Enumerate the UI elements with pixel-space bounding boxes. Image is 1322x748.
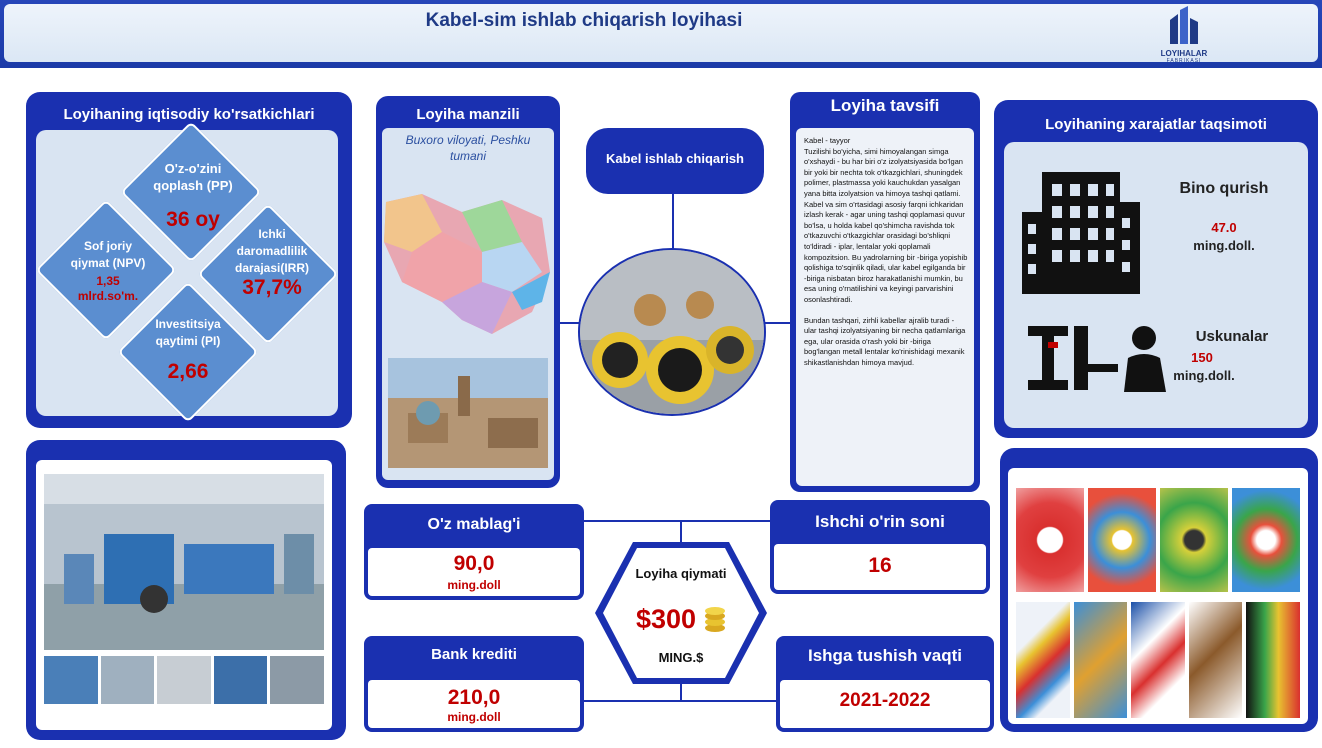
header-panel [4,4,1318,62]
equipment-value: 150 [1191,350,1213,365]
paragraph-spacer [804,306,968,316]
connector-line [680,684,682,702]
jobs-body [774,544,986,590]
factory-photo-frame [36,460,332,730]
bank-credit-label: Bank krediti [431,646,517,663]
pi-value: 2,66 [167,360,209,383]
factory-thumbnails [44,656,324,704]
cable-products-panel [1000,448,1318,732]
jobs-box [770,500,990,594]
brown-cable-image [1189,602,1243,718]
cable-products-frame [1008,468,1308,724]
own-funds-value: 90,0 [453,552,495,575]
cable-ends-row [1016,602,1300,718]
description-paragraph: Kabel va sim o'rtasidagi asosiy farqni ichkaridan izlash kerak - agar uning tashqi qoplamasi quvur bo'lsa, u holda kabel qo'shimcha ravishda tok o'tkazuvchi o'tkazgichlar orasidagi bo'shliqni to'ldiradi - iplar, lentalar yoki qoplamali kompozitsion. Bu yadrolarning bir -biriga yopishib qolishiga to'sqinlik qiladi, ular kabel egilganda bir -biriga nisbatan biroz harakatlanishi mumkin, bu esa uning o'rnatilishini va keyingi parvarishini osonlashtiradi. [804,199,968,304]
description-panel [790,92,980,492]
description-paragraph: Bundan tashqari, zirhli kabellar ajralib turadi - ular tashqi izolyatsiyaning bir necha qatlamlariga ega, ular orasida o'rash yoki bir -biriga bog'langan metall lentalar ko'rinishidagi mexanik shikastlanishdan himoya mavjud. [804,315,966,367]
jobs-value: 16 [868,554,892,577]
cable-rolls-row [1016,488,1300,592]
green-cable-roll-image [1160,488,1228,592]
launch-value: 2021-2022 [839,690,931,711]
bank-credit-body [368,680,580,728]
flat-cable-image [1131,602,1185,718]
equipment-worker-icon [1028,324,1168,394]
building-unit: ming.doll. [1193,238,1255,253]
own-funds-label: O'z mablag'i [427,516,521,533]
connector-line [680,520,682,542]
coins-icon [704,606,726,632]
own-funds-box [364,504,584,600]
cable-reels-drawing [580,250,766,416]
company-logo[interactable] [1154,6,1214,62]
irr-label: Ichki daromadlilik darajasi(IRR) [234,227,310,275]
description-paragraph: Tuzilishi bo'yicha, simi himoyalangan simga o'xshaydi - bu har biri o'z izolyatsiyasida bo'lgan bir yoki bir nechta tok o'tkazgichlari, shuningdek polimer, plastmassa yoki kauchukdan yasalgan yana bitta izolyatsion va himoya tashqi qatlami. [804,146,963,198]
thumbnail-image[interactable] [101,656,155,704]
multicore-cable-image [1246,602,1300,718]
building-logo-icon [1164,6,1204,44]
project-value-label: Loyiha qiymati [635,566,727,581]
bank-credit-value: 210,0 [447,686,501,709]
copper-wire-image [1074,602,1128,718]
header-bar [0,0,1322,68]
building-value: 47.0 [1211,220,1237,235]
costs-title: Loyihaning xarajatlar taqsimoti [1045,116,1267,133]
launch-body [780,680,990,728]
own-funds-body [368,548,580,596]
own-funds-unit: ming.doll [447,578,501,592]
location-title: Loyiha manzili [416,106,520,123]
wire-pair-image [1016,602,1070,718]
cable-reels-image [578,248,766,416]
jobs-label: Ishchi o'rin soni [815,512,945,531]
costs-panel [994,100,1318,438]
thumbnail-image[interactable] [214,656,268,704]
region-map-image [382,192,552,342]
launch-label: Ishga tushish vaqti [808,646,962,665]
bukhara-city-image [388,358,548,468]
description-body [804,136,968,368]
pp-label: O'z-o'zini qoplash (PP) [153,161,233,193]
logo-sub-text: FABRIKASI [1166,58,1202,64]
npv-value: 1,35 mlrd.so'm. [77,274,139,303]
description-title: Loyiha tavsifi [830,96,940,115]
equipment-label: Uskunalar [1195,328,1269,345]
building-label: Bino qurish [1179,180,1269,197]
project-value-amount: $300 [635,604,697,634]
npv-label: Sof joriy qiymat (NPV) [70,239,146,270]
description-heading: Kabel - tayyor [804,136,851,145]
costs-area [1004,142,1308,428]
indicators-area [36,130,338,416]
thumbnail-image[interactable] [270,656,324,704]
location-panel [376,96,560,488]
bank-credit-box [364,636,584,732]
location-place: Buxoro viloyati, Peshku tumani [405,133,531,163]
red-cable-roll-image [1016,488,1084,592]
description-text-box [796,128,974,486]
multi-cable-roll-image [1232,488,1300,592]
launch-box [776,636,994,732]
location-area [382,128,554,480]
indicators-panel [26,92,352,428]
pp-value: 36 oy [166,208,220,231]
logo-main-text: LOYIHALAR [1160,49,1208,58]
factory-photo-panel [26,440,346,740]
connector-line [584,520,772,522]
project-value-unit: MING.$ [658,650,704,665]
irr-value: 37,7% [242,276,302,299]
thumbnail-image[interactable] [44,656,98,704]
factory-line-image [44,474,324,650]
indicators-title: Loyihaning iqtisodiy ko'rsatkichlari [63,106,315,123]
connector-line [672,194,674,254]
blue-cable-roll-image [1088,488,1156,592]
thumbnail-image[interactable] [157,656,211,704]
pi-label: Investitsiya qaytimi (PI) [155,317,221,348]
page-title: Kabel-sim ishlab chiqarish loyihasi [425,10,743,31]
center-label-pill: Kabel ishlab chiqarish [586,128,764,194]
equipment-unit: ming.doll. [1173,368,1235,383]
bank-credit-unit: ming.doll [447,710,501,724]
building-icon [1022,162,1140,294]
